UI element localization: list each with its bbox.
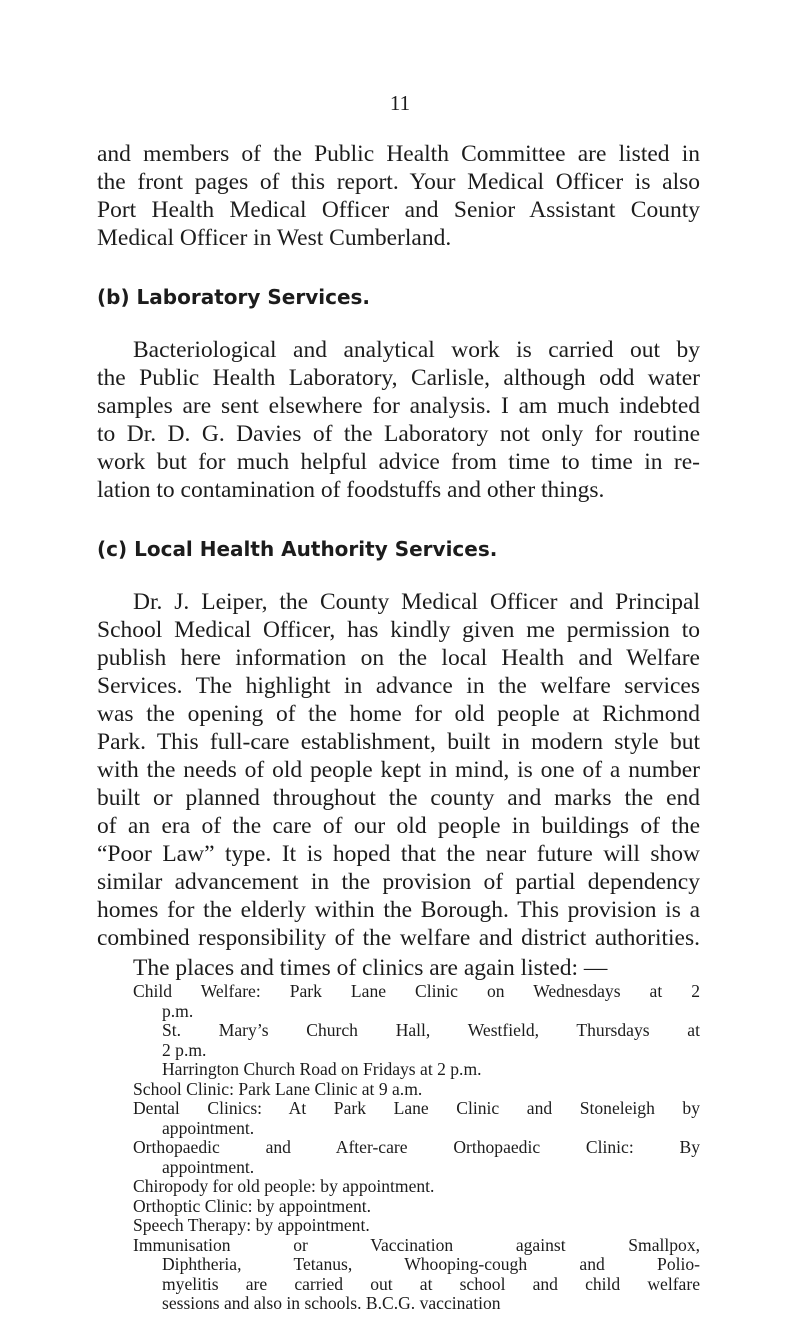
section-b-line-2: the Public Health Laboratory, Carlisle, although odd water bbox=[97, 365, 700, 391]
clinic-line-3: St. Mary’s Church Hall, Westfield, Thursdays at bbox=[162, 1020, 700, 1041]
section-b-line-6: lation to contamination of foodstuffs and other things. bbox=[97, 477, 605, 503]
clinic-line-5: Harrington Church Road on Fridays at 2 p.m. bbox=[162, 1059, 482, 1080]
clinic-line-12: Orthoptic Clinic: by appointment. bbox=[133, 1195, 372, 1216]
clinics-intro: The places and times of clinics are again listed: — bbox=[133, 955, 608, 981]
section-b-heading: (b) Laboratory Services. bbox=[97, 285, 371, 309]
clinic-line-13: Speech Therapy: by appointment. bbox=[133, 1215, 370, 1236]
clinic-line-10: appointment. bbox=[162, 1156, 255, 1177]
intro-line-4: Medical Officer in West Cumberland. bbox=[97, 225, 452, 251]
clinic-line-17: sessions and also in schools. B.C.G. vaccination bbox=[162, 1293, 501, 1314]
section-b-line-3: samples are sent elsewhere for analysis. I am much indebted bbox=[97, 393, 700, 419]
section-c-line-6: Park. This full-care establishment, built in modern style but bbox=[97, 729, 700, 755]
intro-line-2: the front pages of this report. Your Medical Officer is also bbox=[97, 169, 700, 195]
section-c-line-13: combined responsibility of the welfare and district authorities. bbox=[97, 925, 700, 951]
section-c-line-2: School Medical Officer, has kindly given me permission to bbox=[97, 617, 700, 643]
clinic-line-16: myelitis are carried out at school and child welfare bbox=[162, 1273, 700, 1294]
intro-line-3: Port Health Medical Officer and Senior Assistant County bbox=[97, 197, 700, 223]
clinic-line-11: Chiropody for old people: by appointment. bbox=[133, 1176, 435, 1197]
section-c-line-7: with the needs of old people kept in mind, is one of a number bbox=[97, 757, 700, 783]
section-b-line-5: work but for much helpful advice from time to time in re- bbox=[97, 449, 700, 475]
clinic-line-1: Child Welfare: Park Lane Clinic on Wednesdays at 2 bbox=[133, 981, 700, 1001]
clinic-line-7: Dental Clinics: At Park Lane Clinic and Stoneleigh by bbox=[133, 1098, 700, 1119]
section-c-line-11: similar advancement in the provision of partial dependency bbox=[97, 869, 700, 895]
section-b-line-4: to Dr. D. G. Davies of the Laboratory not only for routine bbox=[97, 421, 700, 447]
section-b-line-1: Bacteriological and analytical work is carried out by bbox=[133, 337, 700, 363]
section-c-line-4: Services. The highlight in advance in the welfare services bbox=[97, 673, 700, 699]
section-c-line-10: “Poor Law” type. It is hoped that the near future will show bbox=[97, 841, 700, 867]
clinic-line-4: 2 p.m. bbox=[162, 1039, 207, 1060]
clinic-line-6: School Clinic: Park Lane Clinic at 9 a.m. bbox=[133, 1078, 423, 1099]
section-c-heading: (c) Local Health Authority Services. bbox=[97, 537, 498, 561]
clinic-line-8: appointment. bbox=[162, 1117, 255, 1138]
clinic-line-14: Immunisation or Vaccination against Smallpox, bbox=[133, 1234, 700, 1255]
section-c-line-9: of an era of the care of our old people in buildings of the bbox=[97, 813, 700, 839]
section-c-line-12: homes for the elderly within the Borough. This provision is a bbox=[97, 897, 700, 923]
page-number: 11 bbox=[389, 91, 411, 115]
intro-line-1: and members of the Public Health Committee are listed in bbox=[97, 141, 700, 167]
clinic-line-9: Orthopaedic and After-care Orthopaedic Clinic: By bbox=[133, 1137, 700, 1158]
section-c-line-3: publish here information on the local Health and Welfare bbox=[97, 645, 700, 671]
section-c-line-1: Dr. J. Leiper, the County Medical Officer and Principal bbox=[133, 589, 700, 615]
section-c-line-8: built or planned throughout the county and marks the end bbox=[97, 785, 700, 811]
clinic-line-2: p.m. bbox=[162, 1000, 194, 1021]
section-c-line-5: was the opening of the home for old people at Richmond bbox=[97, 701, 700, 727]
clinic-line-15: Diphtheria, Tetanus, Whooping-cough and Polio- bbox=[162, 1254, 700, 1275]
